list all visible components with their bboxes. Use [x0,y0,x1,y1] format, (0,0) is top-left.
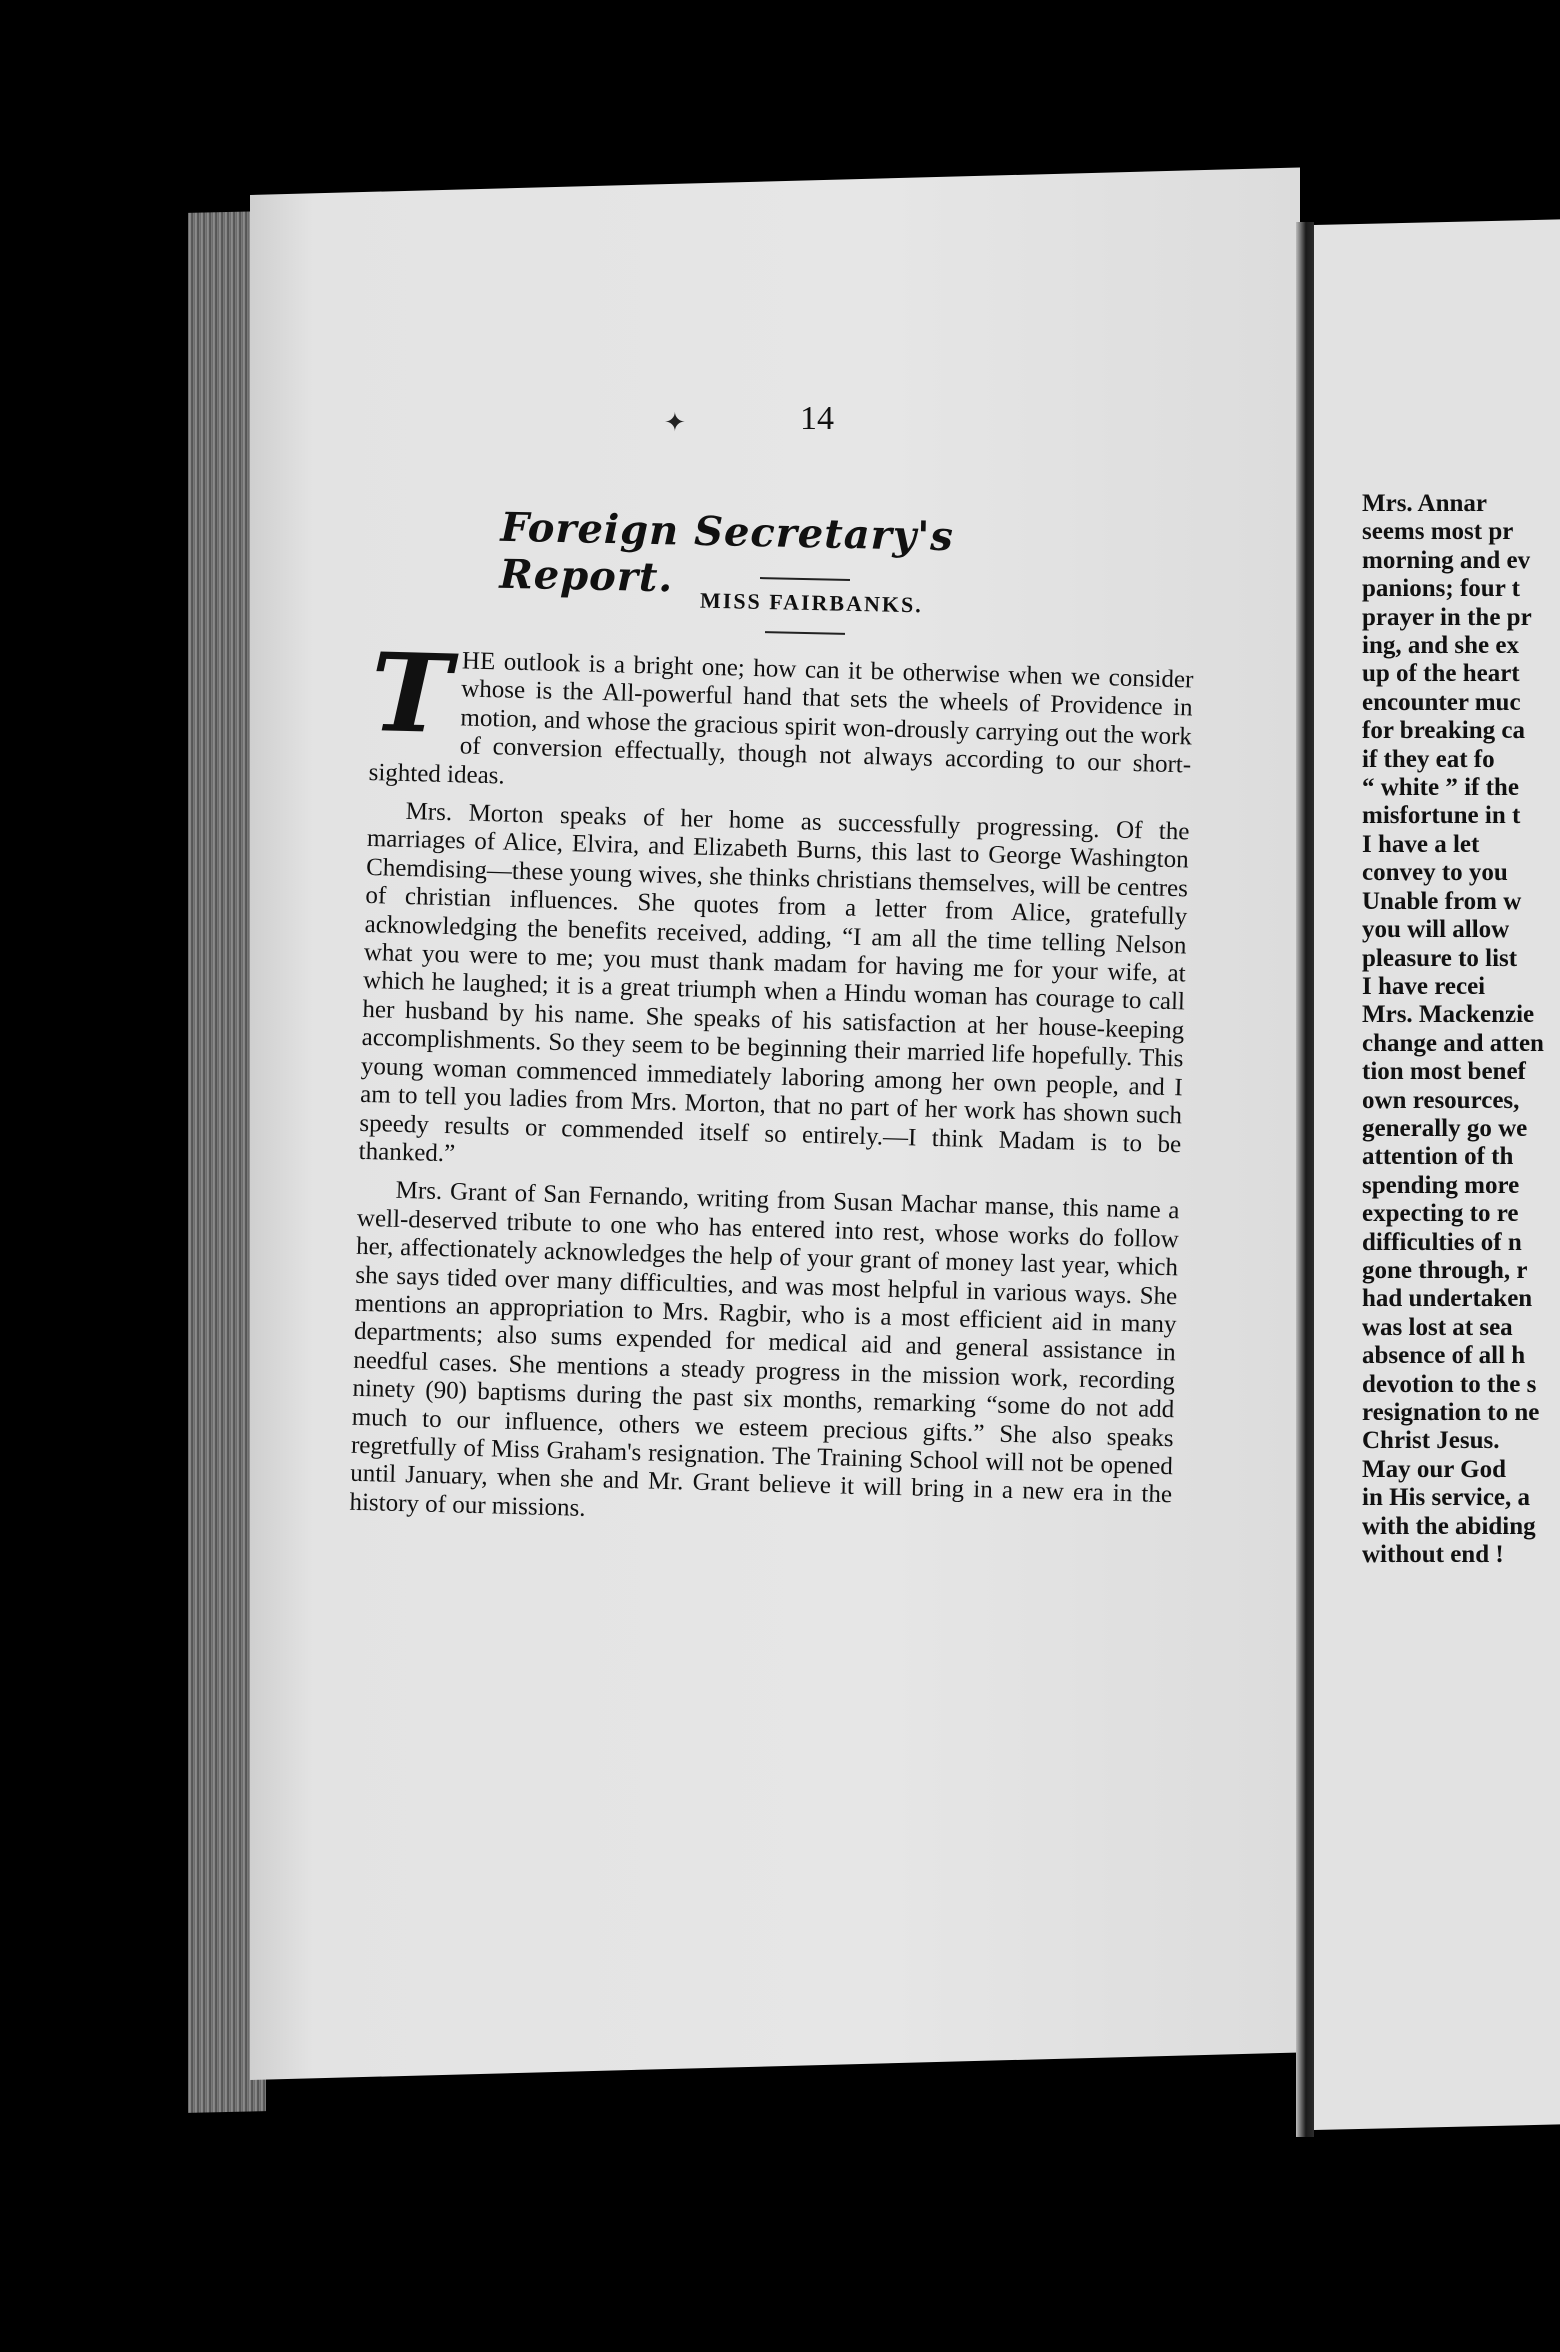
right-page-text: Mrs. Annar seems most pr morning and ev panions; four t prayer in the pr ing, and she ex up of the heart encounter muc for breaking ca if they eat fo “ white ” if the misfortune in t I have a let convey to you Unable from w you will allow pleasure to list I have recei Mrs. Mackenzie change and atten tion most benef own resources, generally go we attention of th spending more expecting to re difficulties of n gone through, r had undertaken was lost at sea absence of all h devotion to the s resignation to ne Christ Jesus. May our God in His service, a with the abiding without end ! [1362,490,1544,1569]
paragraph-3: Mrs. Grant of San Fernando, writing from Susan Machar manse, this name a well-deserved tribute to one who has entered into rest, whose works do follow her, affectionately acknowledges the help of your grant of money last year, which she says tided over many difficulties, and was most helpful in various ways. She mentions an appropriation to Mrs. Ragbir, who is a most efficient aid in many departments; also sums expended for medical aid and general assistance in needful cases. She mentions a steady progress in the mission work, recording ninety (90) baptisms during the past six months, remarking “some do not add much to our influence, others we esteem precious gifts.” She also speaks regretfully of Miss Graham's resignation. The Training School will not be opened until January, when she and Mr. Grant believe it will bring in a new era in the history of our missions. [349,1177,1180,1522]
paragraph-2: Mrs. Morton speaks of her home as successfully progressing. Of the marriages of Alice, Elvira, and Elizabeth Burns, this last to George Washington Chemdising—these young wives, she thinks christians themselves, will be centres of christian influences. She quotes from a letter from Alice, gratefully acknowledging the benefits received, adding, “I am all the time telling Nelson what you were to me; you must thank madam for having me for your wife, at which he laughed; it is a great triumph when a Hindu woman has courage to call her husband by his name. She speaks of his satisfaction at her house-keeping accomplishments. So they seem to be beginning their married life hopefully. This young woman commenced immediately laboring among her own people, and I am to tell you ladies from Mrs. Morton, that no part of her work has shown such speedy results or commended itself so entirely.—I think Madam is to be thanked.” [358,797,1190,1168]
ink-mark-icon: ✦ [664,408,686,437]
paragraph-1-text: HE outlook is a bright one; how can it be otherwise when we consider whose is the All-powerful hand that sets the wheels of Providence in motion, and whose the gracious spirit won-drously carrying out the work of conversion effectually, though not always according to our short-sighted ideas. [368,647,1194,790]
drop-cap: T [369,630,453,759]
paragraph-1 [368,630,1194,809]
report-body [349,630,1194,1548]
report-author: MISS FAIRBANKS. [699,587,923,618]
book-gutter [1296,222,1314,2137]
report-title: Foreign Secretary's Report. [499,503,955,602]
page-number: 14 [800,400,834,437]
